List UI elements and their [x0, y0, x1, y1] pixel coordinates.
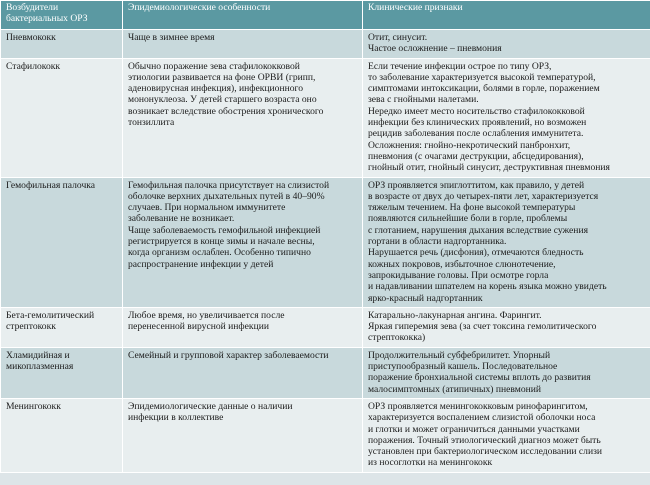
- text-line: тяжелым течением. На фоне высокой температуры: [368, 202, 576, 214]
- text-line: Гемофильная палочка: [6, 179, 96, 191]
- text-line: из носоглотки на менингококк: [368, 457, 493, 469]
- text-line: кожных покровов, избыточное слюнотечение,: [368, 258, 556, 270]
- text-line: микоплазменная: [6, 361, 74, 373]
- cell-pathogen: [1, 58, 123, 177]
- text-line: инфекции в коллективе: [128, 412, 224, 424]
- cell-epidemiology: [123, 398, 363, 472]
- cell-clinical: [363, 58, 650, 177]
- text-line: гортани в области надгортанника.: [368, 236, 507, 248]
- text-line: стрептококк: [6, 321, 56, 333]
- text-line: Бета-гемолитический: [6, 309, 95, 321]
- cell-epidemiology: [123, 58, 363, 177]
- text-line: Нарушается речь (дисфония), отмечаются бледность: [368, 247, 584, 259]
- table-header-row: [1, 1, 650, 30]
- table-row: [1, 30, 650, 59]
- cell-pathogen: [1, 398, 123, 472]
- text-line: Гемофильная палочка присутствует на слизистой: [128, 179, 330, 191]
- text-line: установлен при бактериологическом исследовании слизи: [368, 446, 603, 458]
- header-line: Клинические признаки: [368, 2, 463, 13]
- text-line: симптомами интоксикации, болями в горле, поражением: [368, 83, 600, 95]
- text-line: Катарально-лакунарная ангина. Фарингит.: [368, 309, 542, 321]
- text-line: Чаще заболеваемость гемофильной инфекцией: [128, 224, 321, 236]
- text-line: Пневмококк: [6, 32, 56, 43]
- cell-clinical: [363, 177, 650, 307]
- text-line: в возрасте от двух до четырех-пяти лет, характеризуется: [368, 190, 599, 202]
- cell-epidemiology: [123, 30, 363, 59]
- text-line: ярко-красный надгортанник: [368, 292, 483, 304]
- text-line: Продолжительный субфебрилитет. Упорный: [368, 349, 551, 361]
- cell-clinical: [363, 398, 650, 472]
- text-line: Эпидемиологические данные о наличии: [128, 400, 293, 412]
- table-row: [1, 307, 650, 347]
- text-line: с глотанием, нарушения дыхания вследствие сужения: [368, 224, 588, 236]
- table-row: [1, 58, 650, 177]
- text-line: перенесенной вирусной инфекции: [128, 321, 269, 333]
- table-row: [1, 347, 650, 398]
- cell-clinical: [363, 307, 650, 347]
- text-line: ОРЗ проявляется эпиглоттитом, как правило, у детей: [368, 179, 585, 191]
- text-line: Чаще в зимнее время: [128, 32, 215, 43]
- table-row: [1, 398, 650, 472]
- text-line: характеризуется воспалением слизистой оболочки носа: [368, 412, 596, 424]
- text-line: инфекции без клинических проявлений, но возможен: [368, 117, 587, 129]
- header-epidemiology: [123, 1, 363, 30]
- cell-pathogen: [1, 307, 123, 347]
- text-line: стрептококка): [368, 332, 426, 344]
- text-line: Отит, синусит.: [368, 32, 428, 43]
- text-line: аденовирусная инфекция), инфекционного: [128, 83, 304, 95]
- cell-clinical: [363, 30, 650, 59]
- header-clinical: [363, 1, 650, 30]
- text-line: Любое время, но увеличивается после: [128, 309, 285, 321]
- text-line: Менингококк: [6, 400, 61, 412]
- cell-epidemiology: [123, 347, 363, 398]
- text-line: то заболевание характеризуется высокой температурой,: [368, 71, 596, 83]
- cell-epidemiology: [123, 177, 363, 307]
- header-line: Эпидемиологические особенности: [128, 2, 271, 13]
- cell-epidemiology: [123, 307, 363, 347]
- text-line: Нередко имеет место носительство стафилококковой: [368, 105, 585, 117]
- header-line: бактериальных ОРЗ: [6, 13, 88, 25]
- text-line: оболочке верхних дыхательных путей в 40–90%: [128, 190, 325, 202]
- header-line: Возбудители: [6, 2, 59, 13]
- text-line: Семейный и групповой характер заболеваемости: [128, 349, 329, 361]
- text-line: распространение инфекции у детей: [128, 258, 274, 270]
- text-line: случаев. При нормальном иммунитете: [128, 202, 286, 214]
- text-line: Хламидийная и: [6, 349, 70, 361]
- text-line: пневмония (с очагами деструкции, абсцедирования),: [368, 150, 584, 162]
- text-line: рецидив заболевания после ослабления иммунитета.: [368, 128, 584, 140]
- table-row: [1, 177, 650, 307]
- text-line: когда организм ослаблен. Особенно типично: [128, 247, 311, 259]
- text-line: приступообразный кашель. Последовательное: [368, 361, 558, 373]
- header-pathogens: [1, 1, 123, 30]
- cell-pathogen: [1, 30, 123, 59]
- cell-pathogen: [1, 347, 123, 398]
- text-line: Яркая гиперемия зева (за счет токсина гемолитического: [368, 321, 597, 333]
- text-line: запрокидывание головы. При осмотре горла: [368, 269, 549, 281]
- text-line: Стафилококк: [6, 60, 61, 72]
- text-line: заболевание не возникает.: [128, 213, 235, 225]
- text-line: мононуклеоза. У детей старшего возраста оно: [128, 94, 317, 106]
- text-line: регистрируется в конце зимы и начале весны,: [128, 236, 315, 248]
- text-line: Частое осложнение – пневмония: [368, 43, 502, 55]
- text-line: Осложнения: гнойно-некротический панбронхит,: [368, 139, 571, 151]
- text-line: Если течение инфекции острое по типу ОРЗ,: [368, 60, 552, 72]
- text-line: появляются сильнейшие боли в горле, проблемы: [368, 213, 568, 225]
- text-line: возникает вследствие обострения хронического: [128, 105, 324, 117]
- text-line: и надавливании шпателем на корень языка можно увидеть: [368, 281, 607, 293]
- text-line: Обычно поражение зева стафилококковой: [128, 60, 300, 72]
- text-line: зева с гнойными налетами.: [368, 94, 479, 106]
- cell-pathogen: [1, 177, 123, 307]
- cell-clinical: [363, 347, 650, 398]
- text-line: поражение бронхиальной системы вплоть до развития: [368, 372, 591, 384]
- text-line: гнойный отит, гнойный синусит, деструктивная пневмония: [368, 162, 610, 174]
- text-line: малосимптомных (атипичных) пневмоний: [368, 383, 542, 395]
- text-line: тонзиллита: [128, 117, 175, 129]
- text-line: ОРЗ проявляется менингококковым ринофарингитом,: [368, 400, 588, 412]
- text-line: этиологии развивается на фоне ОРВИ (грипп,: [128, 71, 316, 83]
- text-line: и глотки и может ограничиться данными участками: [368, 423, 580, 435]
- text-line: поражения. Точный этиологический диагноз может быть: [368, 434, 601, 446]
